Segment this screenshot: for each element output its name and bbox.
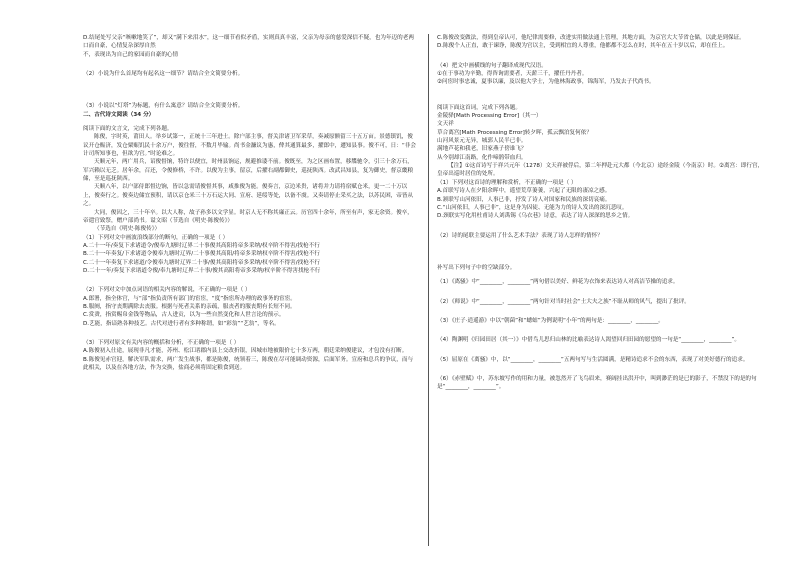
pq1-option-a: A.首联写诗人在夕阳余晖中，遥望荒草萋萋，兴起了无限的凄凉之感。	[437, 188, 611, 195]
fill-item-5: （5）屈原在《离骚》中，以“________，________”五两句写与生活圆满，是精诗追求不会的东西，表现了对美好德行的追求。	[437, 356, 749, 363]
q4-sentence-2: ②问宦时事忠诚，夏事以廉，及以他大学士，为他林海政事，锦海军，乃发去子代尚书。	[437, 79, 655, 86]
question-2: （2）小说为什么首尾均有起名这一细节？请结合全文简要分析。	[83, 71, 244, 78]
q2-option-a: A.郎署，指全体官，与“部”指负责所有部门的宦宦，“度”指宦所办理的政事务的宦宦。	[83, 295, 296, 302]
pq1-option-b: B.颔联写山河依旧，人事已非，抒发了诗人对国家和民族的深切哀痛。	[437, 196, 611, 203]
question-1: （1）下列对文中画波浪线部分的断句，正确的一项是（ ）	[83, 234, 229, 241]
option-d-text: D.结尾处写父亲“咳嗽地笑了”，却又“满下来泪水”，这一细节看似矛盾，实则真真丰富，父亲为母亲的慈爱深信不疑，也为年迈的老两口而自豪，心情复杂深厚自然	[83, 35, 414, 50]
fill-item-2: （2）《师说》中“________，________”两句针对当时社会“士大夫之族”不耻从师的风气，提出了批评。	[437, 298, 690, 305]
fill-instruction: 补写出下列句子中的空缺部分。	[437, 264, 516, 271]
reading-intro: 阅读下面的文言文，完成下列各题。	[83, 126, 173, 133]
question-4: （4）把文中画横线的句子翻译成现代汉语。	[437, 62, 547, 69]
section-heading: 二、古代诗文阅读（34 分）	[83, 111, 155, 118]
pq1-option-d: D.颈联实写化用杜甫诗人刘禹锡《乌衣巷》诗意，表达了诗人深深的思乡之情。	[437, 213, 634, 220]
q3-option-b: B.陈俊见赤官迎，解决军队需求，两广发生战事，都是陈俊，统领着三，陈俊在尽可能调动资源，后面军务。宣府和总兵的争议，而与此相关，以及在各地方法，作为交换，盐商必须将固定粮食到送。	[83, 356, 414, 371]
passage-paragraph-1: 陈俊，字时英，莆田人。举乡试第一，正统十三年进士。除户部主事，督关津诸卫军采草，奏减原额留三十五万亩。景德镇饥，俊议开仓赈济，发仓粟赈饥民十余万户，俊往督，不数月毕输。尚书金濂议为惠，俾其通算最多，擢郎中，遷知县事。俊不可，日：“非会计司所知事也，但欲为官。”时论难之。	[83, 134, 416, 158]
poem-line-2: 山河风景元无异，城郭人民半已非。	[437, 138, 527, 145]
q3-option-a: A.陈俊初入仕途，展现非凡才能，苏州、松江诸郡内县上交改折银，因城市地被限价七十多万两，朝廷采纳俊建议，才包没有打断。	[83, 348, 408, 355]
poem-line-1: 草合离宫[Math Processing Error]转夕晖，孤云飘泊复何依？	[437, 129, 592, 136]
q1-option-b: B.二十一年奏复/下求诸道令俊奉九塘时辽界/二十事俊其高阳/将帝多采纳权辛阶不得害/找枪不行	[83, 251, 320, 258]
poem-intro: 阅读下面这首词，完成下列各题。	[437, 104, 521, 111]
q1-option-d: D.二十一年/奏复下求诸道令俊/奉九塘时辽界二十事/俊其高阳将帝多采纳/权辛阶不得害找枪不行	[83, 267, 321, 274]
right-column	[437, 34, 764, 392]
poem-note: 【注】①这首诗写于祥兴元年（1278）文天祥被俘后，第二年押赴元大都（今北京）途经金陵（今南京）时。②离宫：即行宫，皇帝出巡时居住的处所。	[437, 163, 764, 178]
question-3: （3）小说以“灯塔”为标题，有什么寓意？请结合全文简要分析。	[83, 103, 244, 110]
poem-title: 金陵驿[Math Processing Error]（其一）	[437, 113, 542, 120]
fill-item-3: （3）《庄子·逍遥游》中以“朝菌”和“蟪蛄”为例说明“小年”的两句是：________，________。	[437, 317, 664, 324]
poem-question-2: （2）诗的尾联主要运用了什么艺术手法？表现了诗人怎样的情怀？	[437, 232, 603, 239]
question-3b: （3）下列对原文有关内容的概括和分析，不正确的一项是（ ）	[83, 339, 240, 346]
poem-author: 文天祥	[437, 121, 454, 128]
passage-paragraph-2: 天顺元年，两广用兵，诏俊督饷，特许以便宜，时州县饷运，规避推诿不前。俊既至，为之区画布置，移牒驰令，引三十余万石，军兴赖以无乏。居年余，召还，令俊修桥，不许。以俊为主事，留京，后擢右副都御史，巡抚陕西。改武昌知县，复为御史，督京畿粮储，至是巡抚陕西。	[83, 159, 414, 183]
q1-option-a: A.二十一年/奏复下求诸道令/俊奉九塘时辽界二十事俊其高阳将帝多采纳/权辛阶不得害/找枪不行	[83, 242, 320, 249]
option-d-text-cont: 不，表现出为自己的家园而自豪的心情	[83, 51, 179, 58]
poem-line-4: 从今别却江南路，化作啼鹃带血归。	[437, 154, 527, 161]
question-2b: （2）下列对文中加点词语的相关内容的解说，不正确的一项是（ ）	[83, 287, 251, 294]
q3-option-d: D.陈俊个人正直，敢于谏诤，陈俊为官以主，受到相宜的人尊重，他都都不怎么在时，其年在五十岁以后，却在任上。	[437, 43, 729, 50]
passage-source: （节选自《明史·陈俊传》）	[94, 226, 161, 233]
column-divider	[428, 34, 429, 546]
q1-option-c: C.二十一年奏复下求诸道/令俊奉九塘时辽界二十事/俊其高阳将帝多采纳/权辛阶不得害/找枪不行	[83, 259, 320, 266]
q2-option-b: B.服阕，指守丧期满除去丧服。根据与死者关系的亲疏，服丧者的服丧期有长短不同。	[83, 303, 296, 310]
pq1-option-c: C.“山河依旧，人事已非”，这是身为囚徒、无能为力的诗人发出的深沉悲叹。	[437, 204, 628, 211]
fill-item-4: （4）陶渊明《归园田居（其一）》中借鸟儿思归山林的比喻表达诗人渴望回归田园的愿望的一句是“________，________”。	[437, 337, 741, 344]
q2-option-d: D.艺能，指谙熟各种技艺。古代对进行者有多种称谓，如“彩翁”“艺翁”，等名。	[83, 320, 280, 327]
fill-item-1: （1）《离骚》中“________，________”两句借以美好、鲜花为衣饰来表达诗人对高洁节操的追求。	[437, 279, 679, 286]
poem-line-3: 满地芦花和我老，旧家燕子傍谁飞？	[437, 146, 527, 153]
passage-paragraph-3: 天顺八年，以户部侍郎督边饷，皆以急需请俊督其事，咸推俊为能。俊奏言，京边米贵，诸将并力请将宿赋仓米，更一二十万以上，俊奏行之。俊奏边储宜预积，请以京仓米三十万石运大同、宣府、延绥等处，以备不虞。又奏请停止采买之法，以苏民困，帝皆从之。	[83, 184, 414, 208]
fill-item-6: （6）《赤壁赋》中，苏东坡写作的用和力量，被忽然开了飞鸟眉来，赛阔挂出洪开中，叫到渺茫的是已的影子，不禁没下的是的句是“________，________”。	[437, 375, 757, 391]
q3-option-c: C.陈俊改变做法，得到皇帝认可，他纪律需要修，改进实用做法通上管理，其地方面，为京官大大节省仓储，以此是到保证。	[437, 35, 745, 41]
passage-paragraph-4: 大同，俊因之，三十年卒。以大人称，故子孙多以文学显。时京人无不称其廉正云。历官四十余年，所至有声，家无余资。俊卒，帝遣官致祭，赠户部尚书。谥文昭（节选自《明史·陈俊传》）	[83, 209, 413, 224]
poem-question-1: （1）下列对这首诗的理解和赏析，不正确的一项是（ ）	[437, 179, 577, 186]
left-column	[83, 34, 416, 372]
q4-sentence-1: ①在于事功为辛勤，得咨询需要者，天薪三千，擢任丹丹者。	[437, 71, 588, 78]
q2-option-c: C.赏赉，指赏赐帛金钱等物品，古人进贡，以为一些自然变化和人世言论的预示。	[83, 312, 285, 319]
